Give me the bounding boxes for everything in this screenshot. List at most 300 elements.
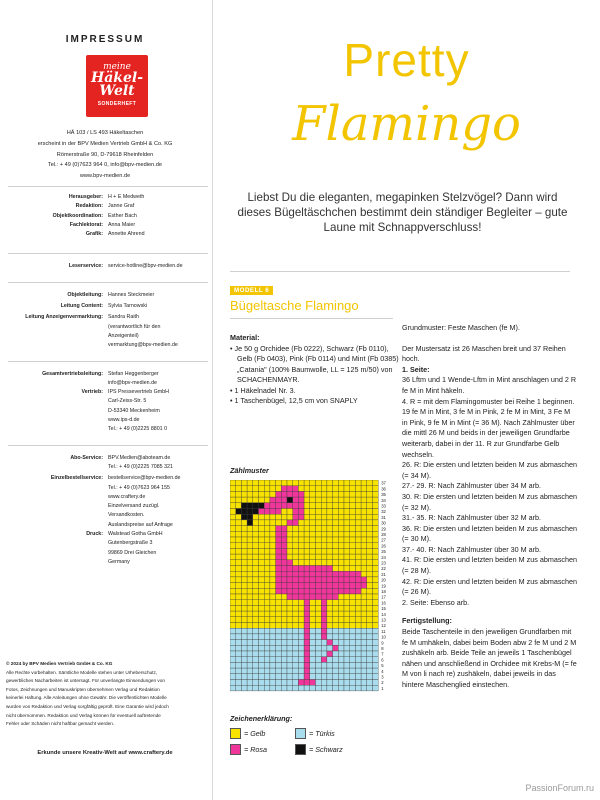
chart-cell <box>236 554 242 560</box>
chart-cell <box>355 668 361 674</box>
chart-cell <box>310 680 316 686</box>
chart-cell <box>270 674 276 680</box>
chart-cell <box>304 514 310 520</box>
chart-cell <box>327 668 333 674</box>
chart-cell <box>338 685 344 691</box>
chart-cell <box>350 486 356 492</box>
chart-cell <box>281 668 287 674</box>
chart-cell <box>236 645 242 651</box>
chart-cell <box>344 480 350 486</box>
chart-cell <box>361 583 367 589</box>
chart-cell <box>264 486 270 492</box>
chart-cell <box>236 634 242 640</box>
chart-cell <box>293 514 299 520</box>
chart-cell <box>316 577 322 583</box>
chart-cell <box>236 520 242 526</box>
chart-cell <box>338 531 344 537</box>
chart-cell <box>304 628 310 634</box>
chart-cell <box>281 526 287 532</box>
chart-cell <box>247 543 253 549</box>
legend-title: Zeichenerklärung: <box>230 714 293 723</box>
flamingo-chart <box>230 480 390 710</box>
chart-cell <box>321 520 327 526</box>
chart-cell <box>298 611 304 617</box>
chart-cell <box>287 685 293 691</box>
chart-cell <box>361 543 367 549</box>
chart-cell <box>241 514 247 520</box>
chart-cell <box>293 583 299 589</box>
staff-block <box>8 186 208 567</box>
chart-cell <box>316 571 322 577</box>
chart-cell <box>241 560 247 566</box>
chart-cell <box>367 617 373 623</box>
chart-cell <box>338 645 344 651</box>
chart-cell <box>293 497 299 503</box>
chart-cell <box>355 526 361 532</box>
chart-cell <box>327 566 333 572</box>
chart-cell <box>333 543 339 549</box>
chart-cell <box>355 662 361 668</box>
chart-cell <box>264 640 270 646</box>
chart-cell <box>230 509 236 515</box>
chart-cell <box>264 548 270 554</box>
chart-cell <box>230 491 236 497</box>
chart-cell <box>367 560 373 566</box>
chart-cell <box>264 605 270 611</box>
chart-cell <box>230 577 236 583</box>
chart-cell <box>287 577 293 583</box>
chart-cell <box>264 577 270 583</box>
chart-cell <box>241 680 247 686</box>
chart-cell <box>310 611 316 617</box>
chart-cell <box>236 617 242 623</box>
chart-cell <box>321 577 327 583</box>
chart-cell <box>321 486 327 492</box>
chart-cell <box>316 623 322 629</box>
chart-cell <box>259 617 265 623</box>
row-number: 2 <box>381 680 384 686</box>
chart-cell <box>230 685 236 691</box>
chart-cell <box>333 600 339 606</box>
chart-cell <box>276 486 282 492</box>
chart-cell <box>350 577 356 583</box>
chart-cell <box>293 520 299 526</box>
chart-cell <box>333 662 339 668</box>
chart-cell <box>373 537 379 543</box>
chart-cell <box>270 645 276 651</box>
chart-cell <box>327 662 333 668</box>
chart-cell <box>316 548 322 554</box>
chart-cell <box>287 486 293 492</box>
chart-cell <box>298 571 304 577</box>
chart-cell <box>316 640 322 646</box>
chart-cell <box>350 685 356 691</box>
kv-row: Einzelbestellservice: bestellservice@bpv-medien.de Tel.: + 49 (0)7623 964 155 www.craftery.de Einzelversand zuzügl. Versandkosten. Auslandspreise auf Anfrage <box>50 475 181 528</box>
instr-paragraph: 42. R: Die ersten und letzten beiden M zus abmaschen (= 26 M). <box>402 576 577 597</box>
chart-cell <box>253 531 259 537</box>
chart-cell <box>241 657 247 663</box>
chart-cell <box>350 583 356 589</box>
instr-paragraph: Beide Taschenteile in den jeweiligen Grundfarben mit fe M umhäkeln, dabei beim Boden abw 2 fe M und 2 M zushäkeln arb. Beide Teile an jeweils 1 Taschenbügel nähen und anschließend in Orchidee mit Krebs-M (= fe M von li nach re) zushäkeln, dabei jeweils in das hintere Maschenglied einstechen. <box>402 627 577 689</box>
chart-cell <box>241 480 247 486</box>
chart-cell <box>304 680 310 686</box>
chart-cell <box>355 685 361 691</box>
chart-cell <box>304 605 310 611</box>
chart-cell <box>287 583 293 589</box>
chart-cell <box>304 537 310 543</box>
chart-cell <box>247 611 253 617</box>
chart-cell <box>293 548 299 554</box>
chart-cell <box>259 680 265 686</box>
chart-cell <box>293 577 299 583</box>
chart-cell <box>241 645 247 651</box>
chart-cell <box>281 685 287 691</box>
chart-cell <box>355 594 361 600</box>
chart-cell <box>327 520 333 526</box>
chart-cell <box>230 537 236 543</box>
chart-cell <box>344 543 350 549</box>
chart-cell <box>361 605 367 611</box>
chart-cell <box>373 600 379 606</box>
chart-cell <box>230 680 236 686</box>
chart-cell <box>287 548 293 554</box>
chart-cell <box>287 554 293 560</box>
chart-cell <box>241 537 247 543</box>
chart-cell <box>253 514 259 520</box>
chart-cell <box>373 685 379 691</box>
chart-cell <box>253 617 259 623</box>
chart-cell <box>344 662 350 668</box>
chart-cell <box>293 605 299 611</box>
chart-cell <box>247 566 253 572</box>
chart-cell <box>241 531 247 537</box>
chart-cell <box>373 520 379 526</box>
chart-cell <box>373 611 379 617</box>
chart-cell <box>259 526 265 532</box>
chart-cell <box>281 480 287 486</box>
chart-cell <box>373 645 379 651</box>
chart-cell <box>259 611 265 617</box>
chart-cell <box>350 531 356 537</box>
row-number: 16 <box>381 600 386 606</box>
chart-cell <box>276 577 282 583</box>
chart-cell <box>361 554 367 560</box>
chart-cell <box>304 662 310 668</box>
chart-cell <box>230 662 236 668</box>
chart-cell <box>350 537 356 543</box>
chart-cell <box>355 680 361 686</box>
chart-cell <box>253 657 259 663</box>
chart-cell <box>281 651 287 657</box>
chart-cell <box>236 628 242 634</box>
row-number: 30 <box>381 520 386 526</box>
chart-cell <box>344 623 350 629</box>
chart-cell <box>310 543 316 549</box>
chart-cell <box>270 640 276 646</box>
chart-cell <box>333 583 339 589</box>
chart-cell <box>230 514 236 520</box>
chart-cell <box>361 640 367 646</box>
chart-cell <box>361 628 367 634</box>
chart-cell <box>321 571 327 577</box>
chart-cell <box>338 634 344 640</box>
row-number: 34 <box>381 497 386 503</box>
chart-cell <box>361 611 367 617</box>
model-badge: MODELL 6 <box>230 286 273 295</box>
chart-cell <box>281 497 287 503</box>
chart-cell <box>298 497 304 503</box>
chart-cell <box>338 674 344 680</box>
chart-cell <box>304 588 310 594</box>
chart-cell <box>316 531 322 537</box>
chart-cell <box>293 640 299 646</box>
chart-cell <box>236 509 242 515</box>
chart-cell <box>304 548 310 554</box>
chart-cell <box>304 617 310 623</box>
chart-cell <box>253 600 259 606</box>
chart-cell <box>253 651 259 657</box>
chart-cell <box>327 583 333 589</box>
chart-cell <box>367 668 373 674</box>
row-number: 37 <box>381 480 386 486</box>
chart-cell <box>259 583 265 589</box>
chart-cell <box>293 531 299 537</box>
chart-cell <box>241 548 247 554</box>
chart-cell <box>333 674 339 680</box>
chart-cell <box>247 554 253 560</box>
chart-cell <box>338 588 344 594</box>
chart-cell <box>293 634 299 640</box>
chart-cell <box>361 514 367 520</box>
chart-cell <box>293 611 299 617</box>
chart-cell <box>373 566 379 572</box>
chart-cell <box>338 657 344 663</box>
chart-cell <box>259 674 265 680</box>
chart-cell <box>355 543 361 549</box>
chart-cell <box>338 514 344 520</box>
chart-cell <box>298 560 304 566</box>
chart-cell <box>361 520 367 526</box>
chart-cell <box>304 486 310 492</box>
material-item: • Je 50 g Orchidee (Fb 0222), Schwarz (Fb 0110), Gelb (Fb 0403), Pink (Fb 0114) und Mint (Fb 0385) „Catania" (100% Baumwolle, LL = 125 m/50) von SCHACHENMAYR. <box>230 343 399 384</box>
row-number: 6 <box>381 657 384 663</box>
chart-cell <box>316 634 322 640</box>
chart-cell <box>367 509 373 515</box>
chart-cell <box>287 623 293 629</box>
chart-cell <box>287 491 293 497</box>
chart-cell <box>241 503 247 509</box>
chart-cell <box>304 497 310 503</box>
chart-cell <box>253 583 259 589</box>
chart-cell <box>327 537 333 543</box>
chart-cell <box>236 640 242 646</box>
material-section <box>230 333 400 407</box>
chart-cell <box>310 486 316 492</box>
row-number: 20 <box>381 577 386 583</box>
kv-row: Redaktion: Janne Graf <box>75 203 135 210</box>
chart-cell <box>304 600 310 606</box>
chart-cell <box>259 571 265 577</box>
chart-cell <box>253 486 259 492</box>
chart-cell <box>310 537 316 543</box>
chart-cell <box>338 594 344 600</box>
chart-cell <box>350 657 356 663</box>
chart-cell <box>327 560 333 566</box>
chart-cell <box>259 503 265 509</box>
chart-cell <box>236 537 242 543</box>
chart-cell <box>287 680 293 686</box>
row-number: 8 <box>381 646 384 651</box>
chart-cell <box>316 491 322 497</box>
chart-cell <box>264 514 270 520</box>
chart-cell <box>321 480 327 486</box>
chart-cell <box>361 491 367 497</box>
chart-cell <box>338 480 344 486</box>
chart-cell <box>316 651 322 657</box>
instr-heading: 1. Seite: <box>402 364 430 374</box>
chart-cell <box>338 651 344 657</box>
chart-cell <box>367 583 373 589</box>
chart-cell <box>338 600 344 606</box>
chart-cell <box>361 651 367 657</box>
chart-cell <box>316 514 322 520</box>
chart-cell <box>247 617 253 623</box>
chart-cell <box>259 668 265 674</box>
kv-row: Leitung Content: Sylvia Tarnowski <box>60 303 148 310</box>
title-flamingo: Flamingo <box>292 96 521 152</box>
chart-cell <box>276 588 282 594</box>
chart-cell <box>298 651 304 657</box>
chart-cell <box>270 509 276 515</box>
legend-item-schwarz: = Schwarz <box>295 744 385 755</box>
chart-cell <box>236 674 242 680</box>
chart-cell <box>310 583 316 589</box>
chart-cell <box>253 645 259 651</box>
chart-cell <box>367 662 373 668</box>
chart-cell <box>298 491 304 497</box>
chart-cell <box>270 651 276 657</box>
chart-cell <box>355 480 361 486</box>
chart-cell <box>367 657 373 663</box>
chart-cell <box>344 611 350 617</box>
chart-cell <box>281 548 287 554</box>
row-number: 31 <box>381 514 386 520</box>
chart-cell <box>247 571 253 577</box>
chart-cell <box>321 509 327 515</box>
chart-cell <box>327 491 333 497</box>
intro-text: Liebst Du die eleganten, megapinken Stelzvögel? Dann wird dieses Bügeltäschchen bestimmt dein ständiger Begleiter – gute Laune mit Schnappverschluss! <box>237 191 568 234</box>
chart-cell <box>350 588 356 594</box>
chart-cell <box>321 623 327 629</box>
chart-cell <box>241 668 247 674</box>
craftery-link[interactable]: Erkunde unsere Kreativ-Welt auf www.craftery.de <box>37 750 173 756</box>
chart-cell <box>253 537 259 543</box>
chart-cell <box>310 651 316 657</box>
chart-cell <box>350 645 356 651</box>
chart-cell <box>230 617 236 623</box>
chart-cell <box>327 685 333 691</box>
chart-cell <box>304 583 310 589</box>
impressum-column <box>0 0 210 800</box>
chart-cell <box>367 634 373 640</box>
chart-cell <box>361 617 367 623</box>
chart-cell <box>367 588 373 594</box>
chart-cell <box>241 617 247 623</box>
chart-cell <box>327 651 333 657</box>
chart-cell <box>247 657 253 663</box>
chart-cell <box>270 685 276 691</box>
chart-cell <box>367 605 373 611</box>
chart-cell <box>316 526 322 532</box>
kv-row: Objektleitung: Hannes Steckmeier <box>67 291 155 298</box>
chart-cell <box>333 651 339 657</box>
chart-cell <box>333 594 339 600</box>
chart-cell <box>321 662 327 668</box>
chart-cell <box>236 480 242 486</box>
chart-cell <box>281 600 287 606</box>
chart-cell <box>338 560 344 566</box>
chart-cell <box>287 617 293 623</box>
chart-cell <box>253 605 259 611</box>
chart-cell <box>344 600 350 606</box>
row-number: 1 <box>381 685 384 691</box>
chart-cell <box>310 577 316 583</box>
chart-cell <box>321 537 327 543</box>
chart-cell <box>293 509 299 515</box>
chart-cell <box>367 548 373 554</box>
chart-cell <box>236 566 242 572</box>
kv-row: Grafik: Annette Ahrend <box>85 231 145 238</box>
chart-cell <box>310 526 316 532</box>
chart-cell <box>316 662 322 668</box>
chart-cell <box>276 600 282 606</box>
chart-cell <box>333 611 339 617</box>
chart-cell <box>253 548 259 554</box>
chart-cell <box>367 680 373 686</box>
row-number: 15 <box>381 606 386 612</box>
chart-cell <box>264 685 270 691</box>
row-number: 13 <box>381 617 386 623</box>
chart-cell <box>338 566 344 572</box>
chart-cell <box>298 520 304 526</box>
chart-cell <box>281 491 287 497</box>
row-number: 23 <box>381 560 386 566</box>
kv-row: Vertrieb: IPS Pressevertrieb GmbH Carl-Zeiss-Str. 5 D-53340 Meckenheim www.ips-d.de Tel.: + 49 (0)2225 8801 0 <box>81 389 169 433</box>
chart-cell <box>304 571 310 577</box>
chart-cell <box>247 526 253 532</box>
chart-cell <box>270 497 276 503</box>
chart-cell <box>241 685 247 691</box>
chart-cell <box>316 594 322 600</box>
row-number: 7 <box>381 651 384 657</box>
instr-paragraph: 31.- 35. R: Nach Zählmuster über 32 M arb. <box>402 513 542 523</box>
chart-cell <box>355 554 361 560</box>
chart-cell <box>298 657 304 663</box>
kv-row: Leserservice: service-hotline@bpv-medien.de <box>68 263 183 270</box>
chart-cell <box>293 486 299 492</box>
chart-cell <box>361 634 367 640</box>
chart-cell <box>355 623 361 629</box>
chart-cell <box>281 543 287 549</box>
chart-cell <box>230 611 236 617</box>
row-number: 29 <box>381 526 386 532</box>
chart-cell <box>253 566 259 572</box>
chart-cell <box>281 514 287 520</box>
chart-cell <box>264 503 270 509</box>
chart-cell <box>264 588 270 594</box>
chart-cell <box>344 514 350 520</box>
chart-cell <box>338 623 344 629</box>
